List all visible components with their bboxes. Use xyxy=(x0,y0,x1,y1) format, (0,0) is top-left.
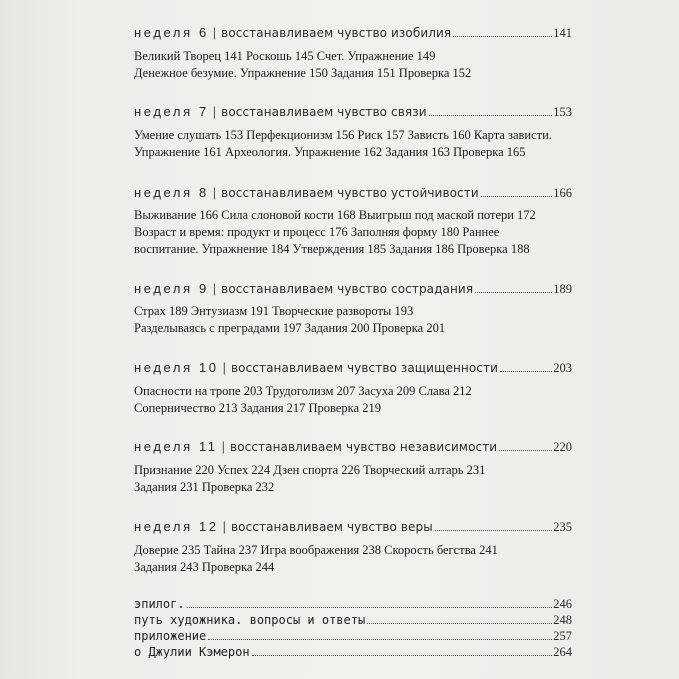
week-label: неделя 12 xyxy=(134,519,219,534)
page-number: 235 xyxy=(553,520,572,534)
toc-week-9-heading[interactable] xyxy=(134,281,572,299)
page-number: 257 xyxy=(553,629,572,643)
topic-line: Задания 231 Проверка 232 xyxy=(134,480,275,494)
separator: | xyxy=(212,25,217,40)
page-number: 246 xyxy=(553,597,572,611)
toc-week-11-heading[interactable] xyxy=(134,439,572,457)
topic-line: Разделываясь с преградами 197 Задания 200 Проверка 201 xyxy=(134,321,446,335)
toc-week-10-heading[interactable] xyxy=(134,360,572,378)
dot-leader xyxy=(252,655,553,656)
toc-week-10-topics xyxy=(134,383,574,417)
toc-about-author[interactable] xyxy=(134,645,572,661)
toc-week-6-topics xyxy=(134,48,574,82)
separator: | xyxy=(222,360,226,375)
entry-label: путь художника. вопросы и ответы xyxy=(134,613,366,627)
topic-line: Доверие 235 Тайна 237 Игра воображения 238 Скорость бегства 241 xyxy=(134,543,498,557)
week-title: восстанавливаем чувство независимости xyxy=(230,440,498,454)
page-number: 203 xyxy=(553,361,572,375)
week-label: неделя 10 xyxy=(134,360,219,375)
dot-leader xyxy=(435,530,552,531)
page-number: 189 xyxy=(553,282,572,296)
page-number: 264 xyxy=(553,645,572,659)
topic-line: Признание 220 Успех 224 Дзен спорта 226 Творческий алтарь 231 xyxy=(134,463,486,477)
topic-line: Задания 243 Проверка 244 xyxy=(134,560,275,574)
separator: | xyxy=(222,519,226,534)
toc-artist-way-qa[interactable] xyxy=(134,613,572,629)
toc-epilogue[interactable] xyxy=(134,597,572,613)
topic-line: Опасности на тропе 203 Трудоголизм 207 Засуха 209 Слава 212 xyxy=(134,384,472,398)
week-label: неделя 9 xyxy=(134,281,209,296)
week-title: восстанавливаем чувство защищенности xyxy=(231,361,498,375)
week-title: восстанавливаем чувство связи xyxy=(221,105,427,119)
week-title: восстанавливаем чувство изобилия xyxy=(221,26,452,40)
dot-leader xyxy=(187,607,553,608)
toc-week-12-topics xyxy=(134,542,574,576)
topic-line: Великий Творец 141 Роскошь 145 Счет. Упражнение 149 xyxy=(134,49,436,63)
topic-line: Соперничество 213 Задания 217 Проверка 219 xyxy=(134,401,381,415)
topic-line: Умение слушать 153 Перфекционизм 156 Риск 157 Зависть 160 Карта зависти. xyxy=(134,128,552,142)
week-label: неделя 8 xyxy=(134,185,209,200)
week-label: неделя 6 xyxy=(134,25,209,40)
toc-appendix[interactable] xyxy=(134,629,572,645)
page-number: 220 xyxy=(553,440,572,454)
week-title: восстанавливаем чувство веры xyxy=(231,520,433,534)
topic-line: Страх 189 Энтузиазм 191 Творческие развороты 193 xyxy=(134,304,414,318)
separator: | xyxy=(212,185,217,200)
dot-leader xyxy=(453,36,552,37)
toc-week-11-topics xyxy=(134,462,574,496)
week-title: восстанавливаем чувство устойчивости xyxy=(221,186,479,200)
dot-leader xyxy=(481,196,553,197)
toc-week-8-topics xyxy=(134,207,574,258)
topic-line: Денежное безумие. Упражнение 150 Задания 151 Проверка 152 xyxy=(134,66,472,80)
topic-line: Упражнение 161 Археология. Упражнение 162 Задания 163 Проверка 165 xyxy=(134,145,526,159)
separator: | xyxy=(212,104,217,119)
dot-leader xyxy=(500,371,552,372)
toc-week-9-topics xyxy=(134,303,574,337)
toc-week-12-heading[interactable] xyxy=(134,519,572,537)
separator: | xyxy=(212,281,217,296)
topic-line: Выживание 166 Сила слоновой кости 168 Выигрыш под маской потери 172 xyxy=(134,208,536,222)
week-label: неделя 11 xyxy=(134,439,218,454)
entry-label: о Джулии Кэмерон xyxy=(134,645,250,659)
dot-leader xyxy=(475,292,552,293)
toc-week-6-heading[interactable] xyxy=(134,25,572,43)
dot-leader xyxy=(367,623,552,624)
page-number: 248 xyxy=(553,613,572,627)
entry-label: эпилог. xyxy=(134,597,185,611)
topic-line: воспитание. Упражнение 184 Утверждения 185 Задания 186 Проверка 188 xyxy=(134,242,530,256)
separator: | xyxy=(221,439,226,454)
toc-week-7-topics xyxy=(134,127,574,161)
dot-leader xyxy=(208,639,552,640)
week-title: восстанавливаем чувство сострадания xyxy=(221,282,474,296)
topic-line: Возраст и время: продукт и процесс 176 Заполняя форму 180 Раннее xyxy=(134,225,500,239)
toc-week-7-heading[interactable] xyxy=(134,104,572,122)
page-number: 141 xyxy=(553,26,572,40)
page-number: 153 xyxy=(553,105,572,119)
toc-week-8-heading[interactable] xyxy=(134,185,572,203)
dot-leader xyxy=(499,450,552,451)
dot-leader xyxy=(429,115,553,116)
entry-label: приложение xyxy=(134,629,207,643)
page-number: 166 xyxy=(553,186,572,200)
week-label: неделя 7 xyxy=(134,104,209,119)
